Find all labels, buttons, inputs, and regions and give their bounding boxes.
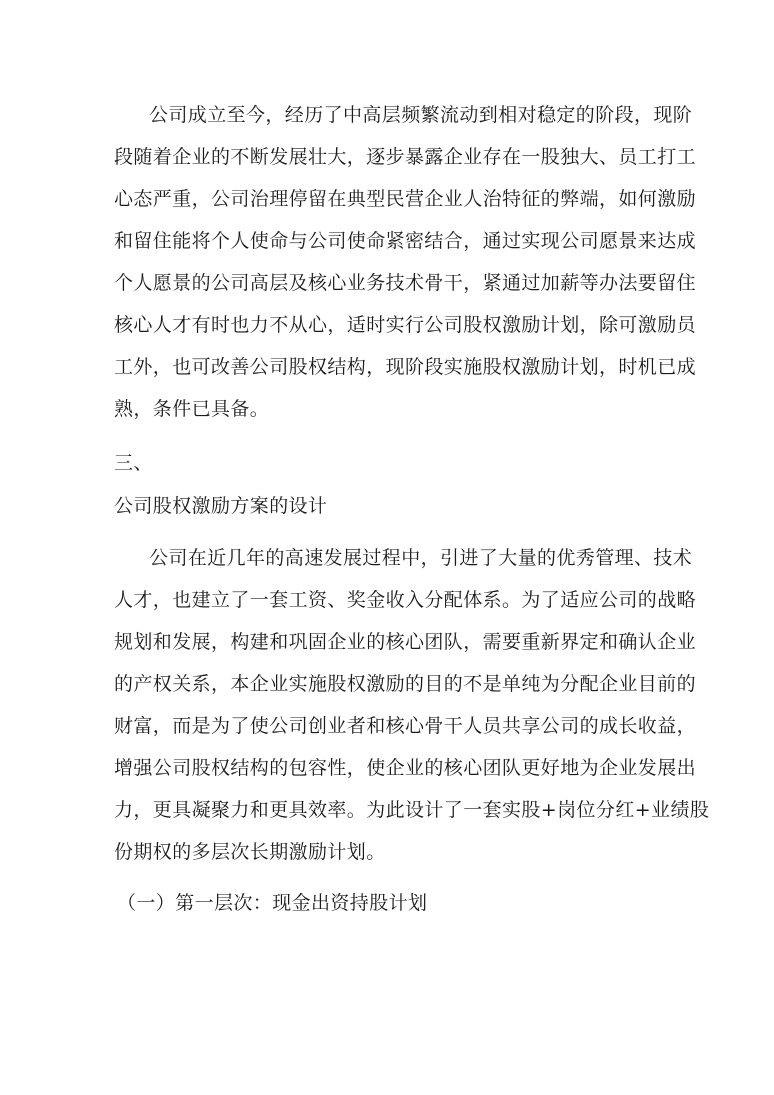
paragraph-line: 熟，条件已具备。 xyxy=(114,398,270,420)
subsection-title: （一）第一层次：现金出资持股计划 xyxy=(117,892,428,914)
paragraph-line: 财富，而是为了使公司创业者和核心骨干人员共享公司的成长收益， xyxy=(114,715,697,737)
paragraph-line: 个人愿景的公司高层及核心业务技术骨干，紧通过加薪等办法要留住 xyxy=(114,272,697,294)
paragraph-line: 工外，也可改善公司股权结构，现阶段实施股权激励计划，时机已成 xyxy=(114,356,697,378)
section-number: 三、 xyxy=(114,452,153,474)
paragraph-line: 心态严重，公司治理停留在典型民营企业人治特征的弊端，如何激励 xyxy=(114,188,697,210)
paragraph-line: 力，更具凝聚力和更具效率。为此设计了一套实股+岗位分红+业绩股 xyxy=(114,799,710,821)
paragraph-line: 的产权关系，本企业实施股权激励的目的不是单纯为分配企业目前的 xyxy=(114,673,697,695)
paragraph-line: 段随着企业的不断发展壮大，逐步暴露企业存在一股独大、员工打工 xyxy=(114,146,697,168)
paragraph-line: 核心人才有时也力不从心，适时实行公司股权激励计划，除可激励员 xyxy=(114,314,697,336)
paragraph-line: 公司成立至今，经历了中高层频繁流动到相对稳定的阶段，现阶 xyxy=(149,104,693,126)
paragraph-line: 增强公司股权结构的包容性，使企业的核心团队更好地为企业发展出 xyxy=(114,757,697,779)
section-title: 公司股权激励方案的设计 xyxy=(114,495,328,517)
paragraph-line: 和留住能将个人使命与公司使命紧密结合，通过实现公司愿景来达成 xyxy=(114,230,697,252)
paragraph-line: 人才，也建立了一套工资、奖金收入分配体系。为了适应公司的战略 xyxy=(114,589,697,611)
paragraph-line: 规划和发展，构建和巩固企业的核心团队，需要重新界定和确认企业 xyxy=(114,631,697,653)
paragraph-line: 公司在近几年的高速发展过程中，引进了大量的优秀管理、技术 xyxy=(149,547,693,569)
paragraph-line: 份期权的多层次长期激励计划。 xyxy=(114,841,386,863)
